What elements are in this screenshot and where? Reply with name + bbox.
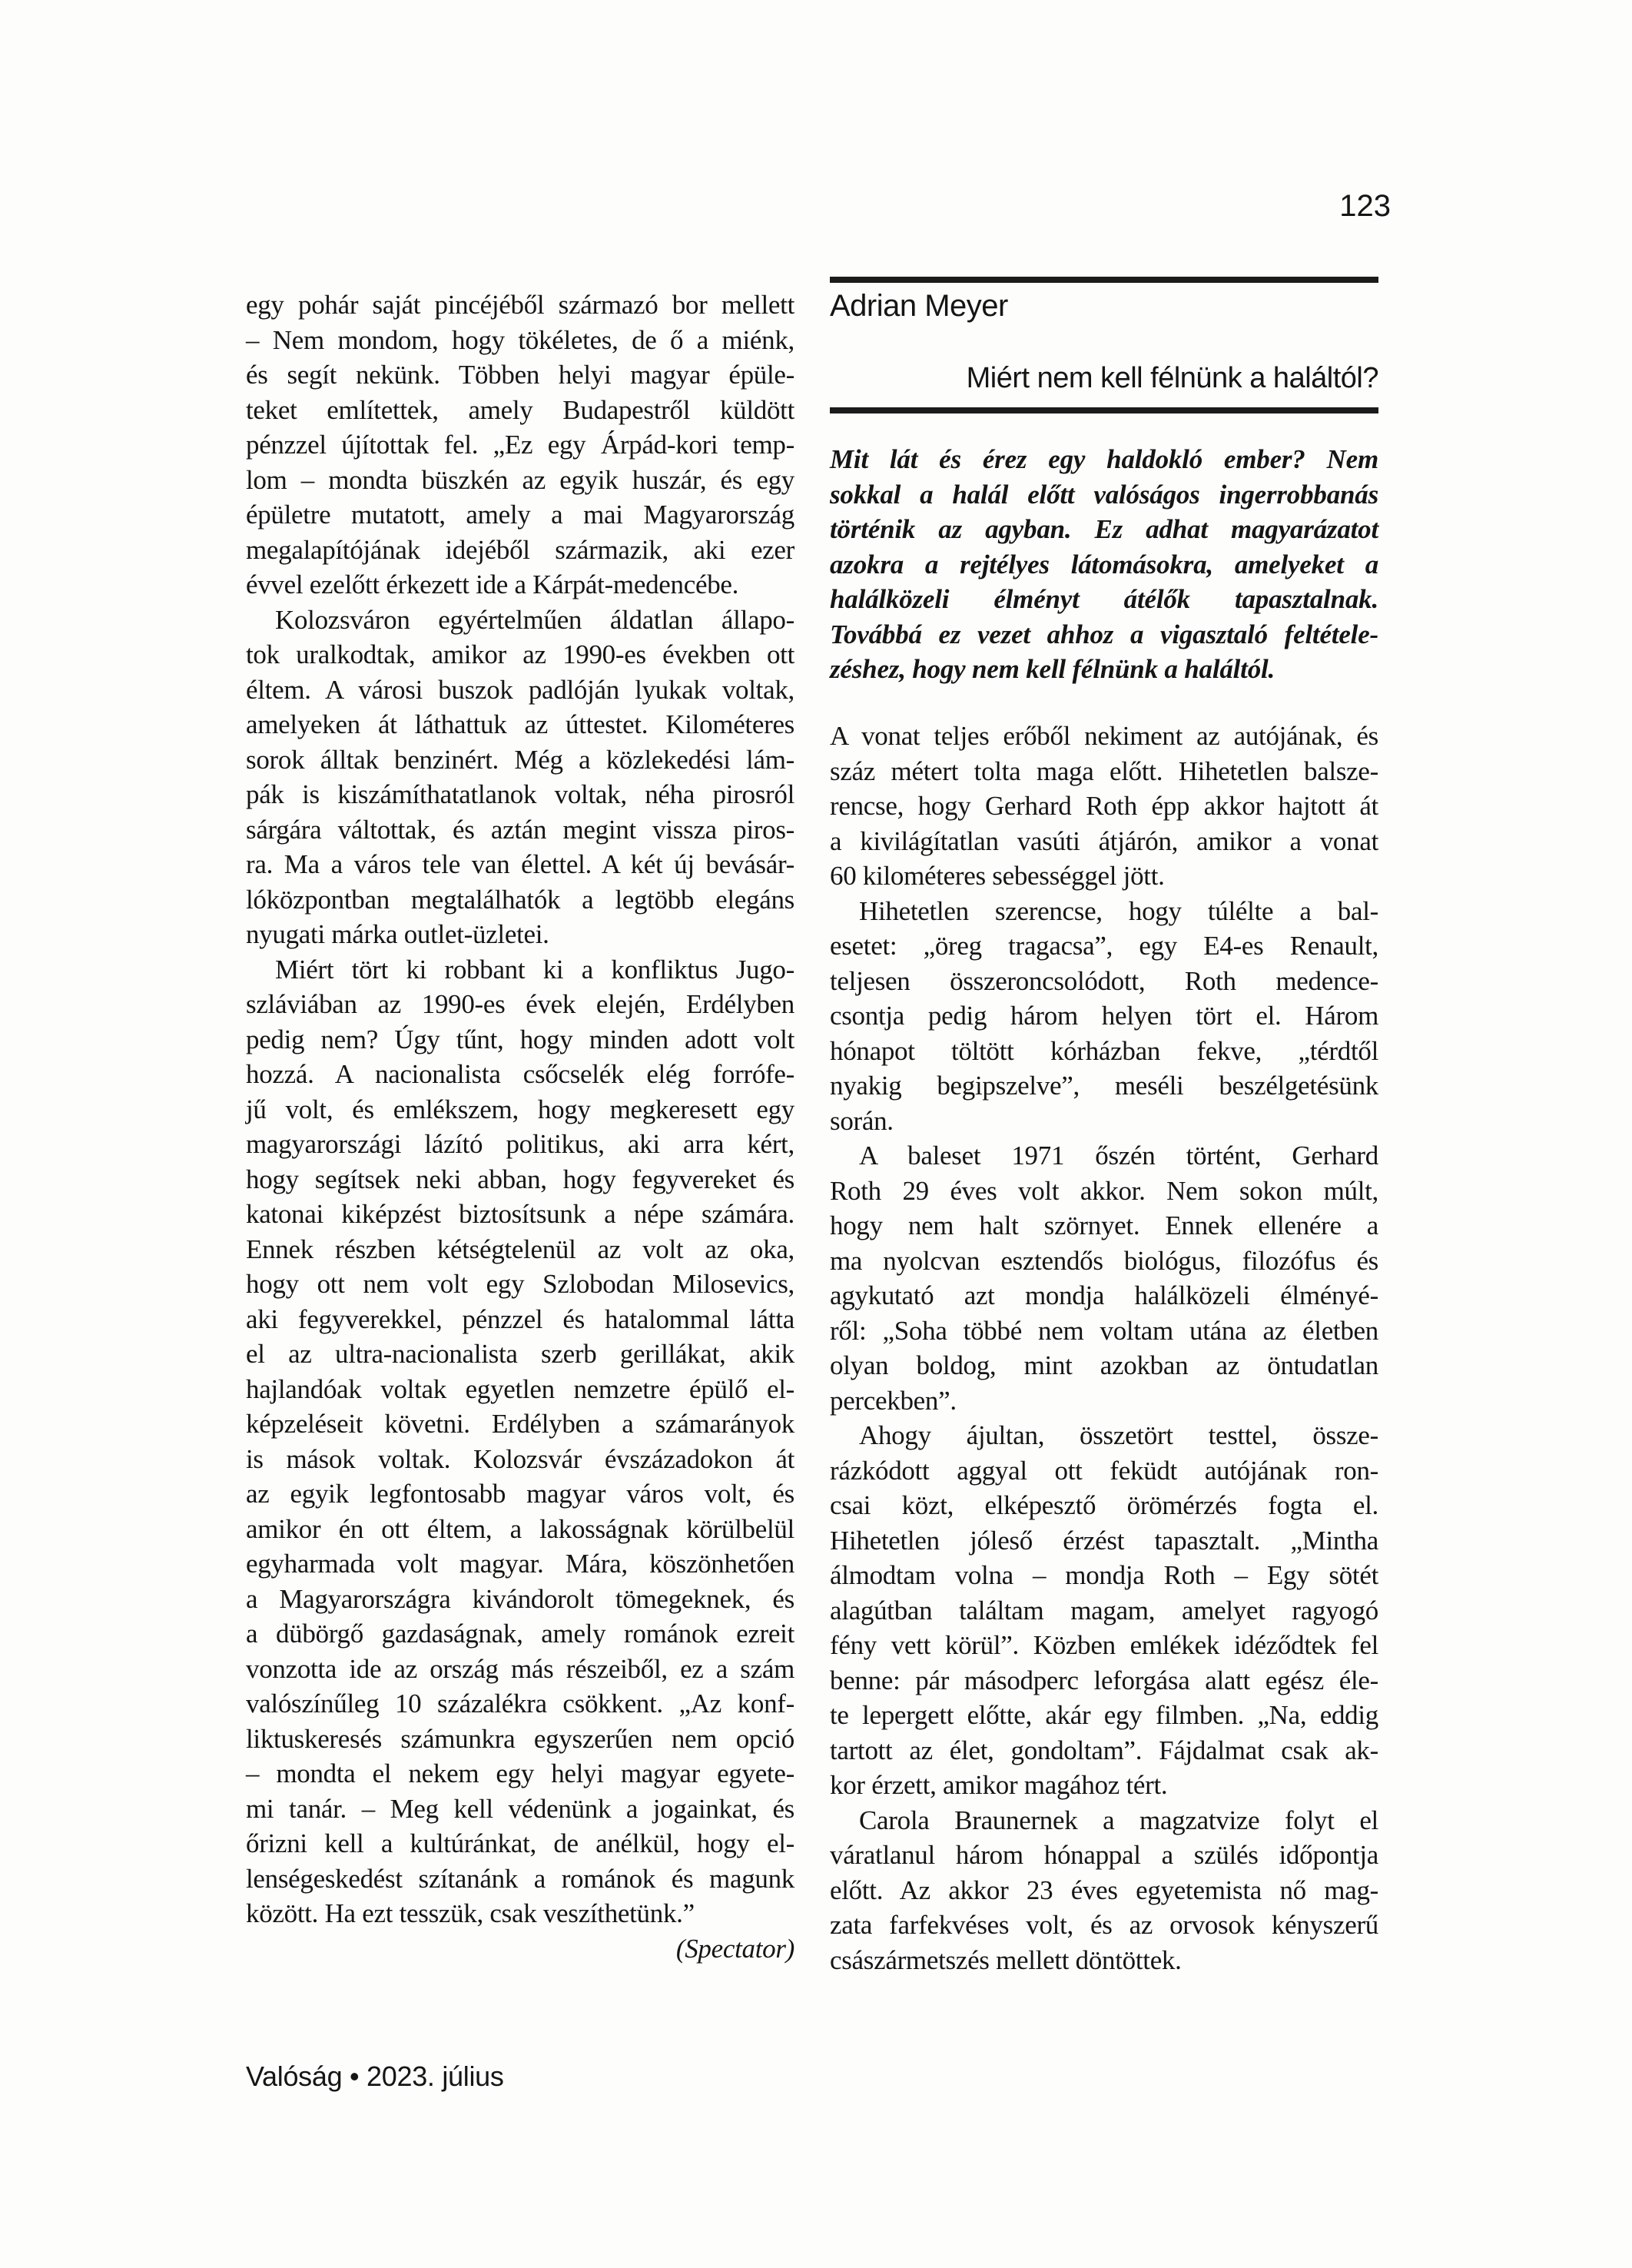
text-line: amelyeken át láthattuk az úttestet. Kilométeres <box>246 709 794 739</box>
text-line: is mások voltak. Kolozsvár évszázadokon át <box>246 1443 794 1474</box>
text-line: ma nyolcvan esztendős biológus, filozófus és <box>830 1245 1378 1276</box>
text-line: amikor én ott éltem, a lakosságnak körülbelül <box>246 1513 794 1544</box>
text-line: az egyik legfontosabb magyar város volt, és <box>246 1479 794 1509</box>
text-line: nyakig begipszelve”, meséli beszélgetésünk <box>830 1071 1378 1101</box>
text-line: pénzzel újítottak fel. „Ez egy Árpád-kori temp- <box>246 430 794 460</box>
text-line: sárgára váltottak, és aztán megint vissza piros- <box>246 814 794 845</box>
text-line: váratlanul három hónappal a szülés időpontja <box>830 1840 1378 1870</box>
text-line: képzeléseit követni. Erdélyben a számarányok <box>246 1409 794 1439</box>
text-line: hajlandóak voltak egyetlen nemzetre épülő el- <box>246 1373 794 1404</box>
text-line: a kivilágítatlan vasúti átjárón, amikor a vonat <box>830 825 1378 856</box>
text-line: katonai kiképzést biztosítsunk a népe számára. <box>246 1199 794 1229</box>
text-line: aki fegyverekkel, pénzzel és hatalommal látta <box>246 1303 794 1334</box>
text-line: fény vett körül”. Közben emlékek idéződtek fel <box>830 1630 1378 1660</box>
article-title: Miért nem kell félnünk a haláltól? <box>966 362 1378 394</box>
text-line: percekben”. <box>830 1385 957 1416</box>
text-line: évvel ezelőtt érkezett ide a Kárpát-medencébe. <box>246 569 739 599</box>
text-line: egy pohár saját pincéjéből származó bor mellett <box>246 290 794 320</box>
text-line: Roth 29 éves volt akkor. Nem sokon múlt, <box>830 1175 1378 1206</box>
text-line: épületre mutatott, amely a mai Magyarország <box>246 500 794 530</box>
text-line: benne: pár másodperc leforgása alatt egész éle- <box>830 1665 1378 1695</box>
text-line: sorok álltak benzinért. Még a közlekedési lám- <box>246 744 794 775</box>
paragraph <box>830 442 1378 687</box>
text-line: rencse, hogy Gerhard Roth épp akkor hajtott át <box>830 791 1378 821</box>
text-line: tok uralkodtak, amikor az 1990-es években ott <box>246 639 794 669</box>
text-line: Carola Braunernek a magzatvize folyt el <box>859 1805 1378 1835</box>
text-line: között. Ha ezt tesszük, csak veszíthetünk.” <box>246 1898 695 1928</box>
text-line: halálközeli élményt átélők tapasztalnak. <box>830 584 1378 614</box>
paragraph <box>246 287 794 603</box>
text-line: őrizni kell a kultúránkat, de anélkül, hogy el- <box>246 1828 794 1858</box>
text-line: zata farfekvéses volt, és az orvosok kényszerű <box>830 1910 1378 1940</box>
text-line: sokkal a halál előtt valóságos ingerrobbanás <box>830 479 1378 510</box>
text-line: csai közt, elképesztő örömérzés fogta el. <box>830 1490 1378 1520</box>
header-rule-top <box>830 277 1378 283</box>
text-line: 60 kilométeres sebességgel jött. <box>830 861 1165 891</box>
text-line: és segít nekünk. Többen helyi magyar épüle- <box>246 360 794 390</box>
text-line: olyan boldog, mint azokban az öntudatlan <box>830 1350 1378 1380</box>
text-line: a Magyarországra kivándorolt tömegeknek, és <box>246 1583 794 1614</box>
left-column <box>246 287 794 1966</box>
text-line: Továbbá ez vezet ahhoz a vigasztaló feltétele- <box>830 619 1378 649</box>
text-line: során. <box>830 1105 894 1136</box>
text-line: liktuskeresés számunkra egyszerűen nem opció <box>246 1723 794 1754</box>
text-line: A baleset 1971 őszén történt, Gerhard <box>859 1141 1378 1171</box>
text-line: teket említettek, amely Budapestről küldött <box>246 394 794 425</box>
text-line: te lepergett előtte, akár egy filmben. „Na, eddig <box>830 1700 1378 1730</box>
text-line: zéshez, hogy nem kell félnünk a haláltól. <box>830 654 1275 684</box>
text-line: éltem. A városi buszok padlóján lyukak voltak, <box>246 674 794 705</box>
text-line: esetet: „öreg tragacsa”, egy E4-es Renault, <box>830 931 1378 961</box>
text-line: álmodtam volna – mondja Roth – Egy sötét <box>830 1560 1378 1590</box>
text-line: magyarországi lázító politikus, aki arra kért, <box>246 1129 794 1159</box>
text-line: ről: „Soha többé nem voltam utána az életben <box>830 1315 1378 1346</box>
text-line: császármetszés mellett döntöttek. <box>830 1944 1182 1975</box>
paragraph <box>246 603 794 952</box>
article-lead <box>830 442 1378 687</box>
text-line: megalapítójának idejéből származik, aki ezer <box>246 534 794 565</box>
text-line: pedig nem? Úgy tűnt, hogy minden adott volt <box>246 1024 794 1054</box>
text-line: Ennek részben kétségtelenül az volt az oka, <box>246 1234 794 1264</box>
text-line: csontja pedig három helyen tört el. Három <box>830 1001 1378 1031</box>
text-line: vonzotta ide az ország más részeiből, ez a szám <box>246 1653 794 1684</box>
text-line: lóközpontban megtalálhatók a legtöbb elegáns <box>246 884 794 915</box>
text-line: – Nem mondom, hogy tökéletes, de ő a miénk, <box>246 324 794 355</box>
text-line: történik az agyban. Ez adhat magyarázatot <box>830 514 1378 544</box>
text-line: (Spectator) <box>675 1933 794 1964</box>
paragraph <box>246 952 794 1931</box>
text-line: a dübörgő gazdaságnak, amely románok ezreit <box>246 1619 794 1649</box>
text-line: Ahogy ájultan, összetört testtel, össze- <box>859 1420 1378 1450</box>
paragraph <box>830 1138 1378 1418</box>
paragraph <box>830 719 1378 894</box>
text-line: pák is kiszámíthatatlanok voltak, néha pirosról <box>246 779 794 809</box>
text-line: hozzá. A nacionalista csőcselék elég forrófe- <box>246 1059 794 1089</box>
text-line: nyugati márka outlet-üzletei. <box>246 919 549 949</box>
text-line: – mondta el nekem egy helyi magyar egyete- <box>246 1758 794 1788</box>
text-line: előtt. Az akkor 23 éves egyetemista nő mag- <box>830 1875 1378 1905</box>
text-line: el az ultra-nacionalista szerb gerillákat, akik <box>246 1339 794 1369</box>
text-line: ra. Ma a város tele van élettel. A két új bevásár- <box>246 849 794 879</box>
text-line: alagútban találtam magam, amelyet ragyogó <box>830 1595 1378 1625</box>
text-line: valószínűleg 10 százalékra csökkent. „Az konf- <box>246 1689 794 1718</box>
text-line: hogy nem halt szörnyet. Ennek ellenére a <box>830 1210 1378 1240</box>
text-line: rázkódott aggyal ott feküdt autójának ron- <box>830 1455 1378 1486</box>
text-line: teljesen összeroncsolódott, Roth medence- <box>830 965 1378 996</box>
text-line: A vonat teljes erőből nekiment az autójának, és <box>830 721 1378 751</box>
text-line: hogy segítsek neki abban, hogy fegyvereket és <box>246 1164 794 1194</box>
text-line: Mit lát és érez egy haldokló ember? Nem <box>830 444 1378 474</box>
text-line: lenségeskedést szítanánk a románok és magunk <box>246 1863 794 1894</box>
journal-footer: Valóság • 2023. július <box>246 2060 504 2092</box>
text-line: hónapot töltött kórházban fekve, „térdtől <box>830 1035 1378 1066</box>
text-line: hogy ott nem volt egy Szlobodan Milosevics, <box>246 1269 794 1299</box>
text-line: Hihetetlen szerencse, hogy túlélte a bal- <box>859 895 1378 926</box>
text-line: száz métert tolta maga előtt. Hihetetlen balsze- <box>830 755 1378 786</box>
text-line: azokra a rejtélyes látomásokra, amelyeket a <box>830 549 1378 579</box>
text-line: agykutató azt mondja halálközeli élményé- <box>830 1280 1378 1310</box>
text-line: szláviában az 1990-es évek elején, Erdélyben <box>246 989 794 1019</box>
page-number: 123 <box>1339 189 1391 223</box>
text-line: mi tanár. – Meg kell védenünk a jogainkat, és <box>246 1793 794 1824</box>
paragraph <box>246 1931 794 1967</box>
text-line: kor érzett, amikor magához tért. <box>830 1770 1168 1800</box>
text-line: jű volt, és emlékszem, hogy megkeresett egy <box>246 1094 794 1124</box>
text-line: tartott az élet, gondoltam”. Fájdalmat csak ak- <box>830 1735 1378 1765</box>
paragraph <box>830 894 1378 1139</box>
text-line: Miért tört ki robbant ki a konfliktus Jugo- <box>275 954 794 985</box>
author-name: Adrian Meyer <box>830 289 1008 323</box>
text-line: lom – mondta büszkén az egyik huszár, és egy <box>246 464 794 495</box>
paragraph <box>830 1418 1378 1803</box>
paragraph <box>830 1803 1378 1978</box>
text-line: Hihetetlen jóleső érzést tapasztalt. „Mintha <box>830 1525 1378 1556</box>
header-rule-bottom <box>830 407 1378 413</box>
text-line: egyharmada volt magyar. Mára, köszönhetően <box>246 1549 794 1579</box>
text-line: Kolozsváron egyértelműen áldatlan állapo- <box>275 604 794 635</box>
article-body <box>830 719 1378 1977</box>
